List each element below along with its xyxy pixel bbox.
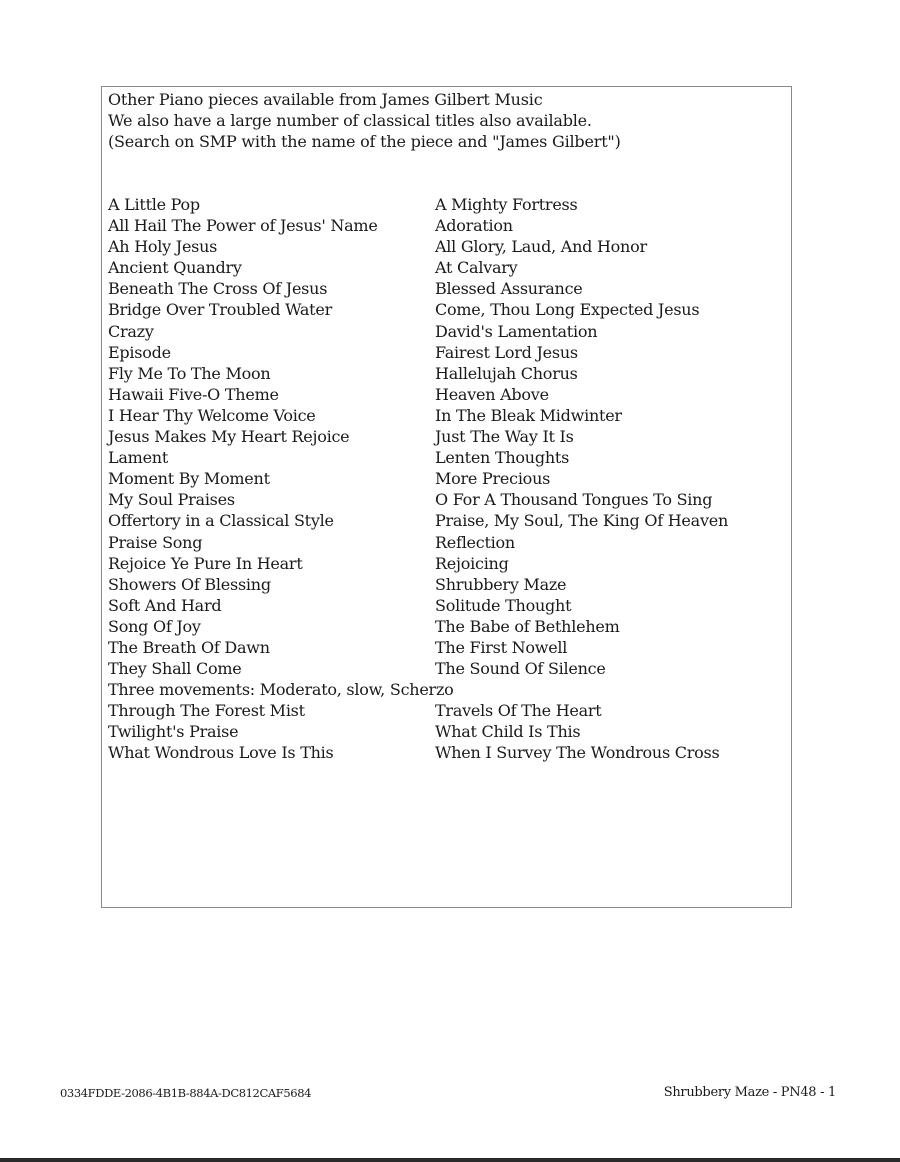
list-row bbox=[108, 405, 788, 426]
list-row bbox=[108, 679, 788, 700]
left-title: A Little Pop bbox=[108, 195, 200, 214]
right-title: David's Lamentation bbox=[435, 321, 598, 341]
list-row bbox=[108, 384, 788, 405]
right-title: Lenten Thoughts bbox=[435, 448, 570, 468]
list-row bbox=[108, 721, 788, 742]
list-row bbox=[108, 700, 788, 721]
left-title: My Soul Praises bbox=[108, 490, 235, 510]
list-row bbox=[108, 215, 788, 236]
list-row bbox=[108, 574, 788, 595]
list-row bbox=[108, 257, 788, 278]
intro-line-3: (Search on SMP with the name of the piece and "James Gilbert") bbox=[108, 132, 621, 151]
right-title: Rejoicing bbox=[435, 553, 509, 573]
left-title: Beneath The Cross Of Jesus bbox=[108, 279, 328, 299]
right-title: O For A Thousand Tongues To Sing bbox=[435, 490, 713, 510]
right-title: Praise, My Soul, The King Of Heaven bbox=[435, 511, 728, 531]
list-row bbox=[108, 658, 788, 679]
right-title: The Sound Of Silence bbox=[435, 659, 606, 679]
list-row bbox=[108, 553, 788, 574]
document-id: 0334FDDE-2086-4B1B-884A-DC812CAF5684 bbox=[60, 1086, 312, 1100]
right-title: Blessed Assurance bbox=[435, 279, 583, 299]
right-title: Shrubbery Maze bbox=[435, 574, 567, 594]
right-title: In The Bleak Midwinter bbox=[435, 405, 622, 425]
list-row bbox=[108, 489, 788, 510]
left-title: Moment By Moment bbox=[108, 469, 270, 489]
list-row bbox=[108, 510, 788, 531]
right-title: Hallelujah Chorus bbox=[435, 363, 578, 383]
list-row bbox=[108, 447, 788, 468]
list-row bbox=[108, 468, 788, 489]
left-title: Bridge Over Troubled Water bbox=[108, 300, 332, 320]
left-title: Three movements: Moderato, slow, Scherzo bbox=[108, 680, 454, 700]
list-row bbox=[108, 363, 788, 384]
left-title: Crazy bbox=[108, 321, 154, 341]
right-title: More Precious bbox=[435, 469, 551, 489]
right-title: Travels Of The Heart bbox=[435, 701, 602, 721]
left-title: I Hear Thy Welcome Voice bbox=[108, 405, 316, 425]
list-row bbox=[108, 742, 788, 763]
right-title: Fairest Lord Jesus bbox=[435, 342, 578, 362]
right-title: All Glory, Laud, And Honor bbox=[435, 237, 647, 257]
left-title: Showers Of Blessing bbox=[108, 574, 271, 594]
left-title: Twilight's Praise bbox=[108, 722, 239, 742]
left-title: Ancient Quandry bbox=[108, 258, 242, 278]
left-title: They Shall Come bbox=[108, 659, 242, 679]
left-title: Soft And Hard bbox=[108, 595, 222, 615]
right-title: Just The Way It Is bbox=[435, 427, 574, 447]
left-title: Hawaii Five-O Theme bbox=[108, 384, 279, 404]
left-title: Episode bbox=[108, 342, 171, 362]
title-list bbox=[108, 194, 788, 764]
left-title: Offertory in a Classical Style bbox=[108, 511, 334, 531]
left-title: Lament bbox=[108, 448, 169, 468]
intro-text bbox=[108, 89, 621, 152]
page-label: Shrubbery Maze - PN48 - 1 bbox=[663, 1085, 836, 1100]
list-row bbox=[108, 426, 788, 447]
intro-line-1: Other Piano pieces available from James Gilbert Music bbox=[108, 90, 543, 109]
list-row bbox=[108, 342, 788, 363]
left-title: All Hail The Power of Jesus' Name bbox=[108, 216, 378, 236]
right-title: Adoration bbox=[435, 216, 513, 236]
right-title: The Babe of Bethlehem bbox=[435, 616, 620, 636]
right-title: The First Nowell bbox=[435, 637, 568, 657]
left-title: Rejoice Ye Pure In Heart bbox=[108, 553, 303, 573]
list-row bbox=[108, 595, 788, 616]
right-title: Reflection bbox=[435, 532, 515, 552]
list-row bbox=[108, 637, 788, 658]
page-bottom-edge bbox=[0, 1158, 900, 1162]
left-title: Jesus Makes My Heart Rejoice bbox=[108, 427, 350, 447]
left-title: Ah Holy Jesus bbox=[108, 237, 218, 257]
left-title: The Breath Of Dawn bbox=[108, 637, 270, 657]
list-row bbox=[108, 236, 788, 257]
catalog-box bbox=[101, 86, 792, 908]
list-row bbox=[108, 616, 788, 637]
left-title: What Wondrous Love Is This bbox=[108, 743, 334, 763]
right-title: When I Survey The Wondrous Cross bbox=[435, 743, 720, 763]
list-row bbox=[108, 532, 788, 553]
right-title: Solitude Thought bbox=[435, 595, 572, 615]
right-title: Come, Thou Long Expected Jesus bbox=[435, 300, 700, 320]
intro-line-2: We also have a large number of classical titles also available. bbox=[108, 111, 592, 130]
list-row bbox=[108, 194, 788, 215]
left-title: Song Of Joy bbox=[108, 616, 201, 636]
right-title: At Calvary bbox=[435, 258, 518, 278]
list-row bbox=[108, 299, 788, 320]
left-title: Through The Forest Mist bbox=[108, 701, 305, 721]
right-title: What Child Is This bbox=[435, 722, 581, 742]
list-row bbox=[108, 321, 788, 342]
list-row bbox=[108, 278, 788, 299]
right-title: A Mighty Fortress bbox=[435, 195, 578, 214]
left-title: Praise Song bbox=[108, 532, 203, 552]
right-title: Heaven Above bbox=[435, 384, 549, 404]
left-title: Fly Me To The Moon bbox=[108, 363, 271, 383]
